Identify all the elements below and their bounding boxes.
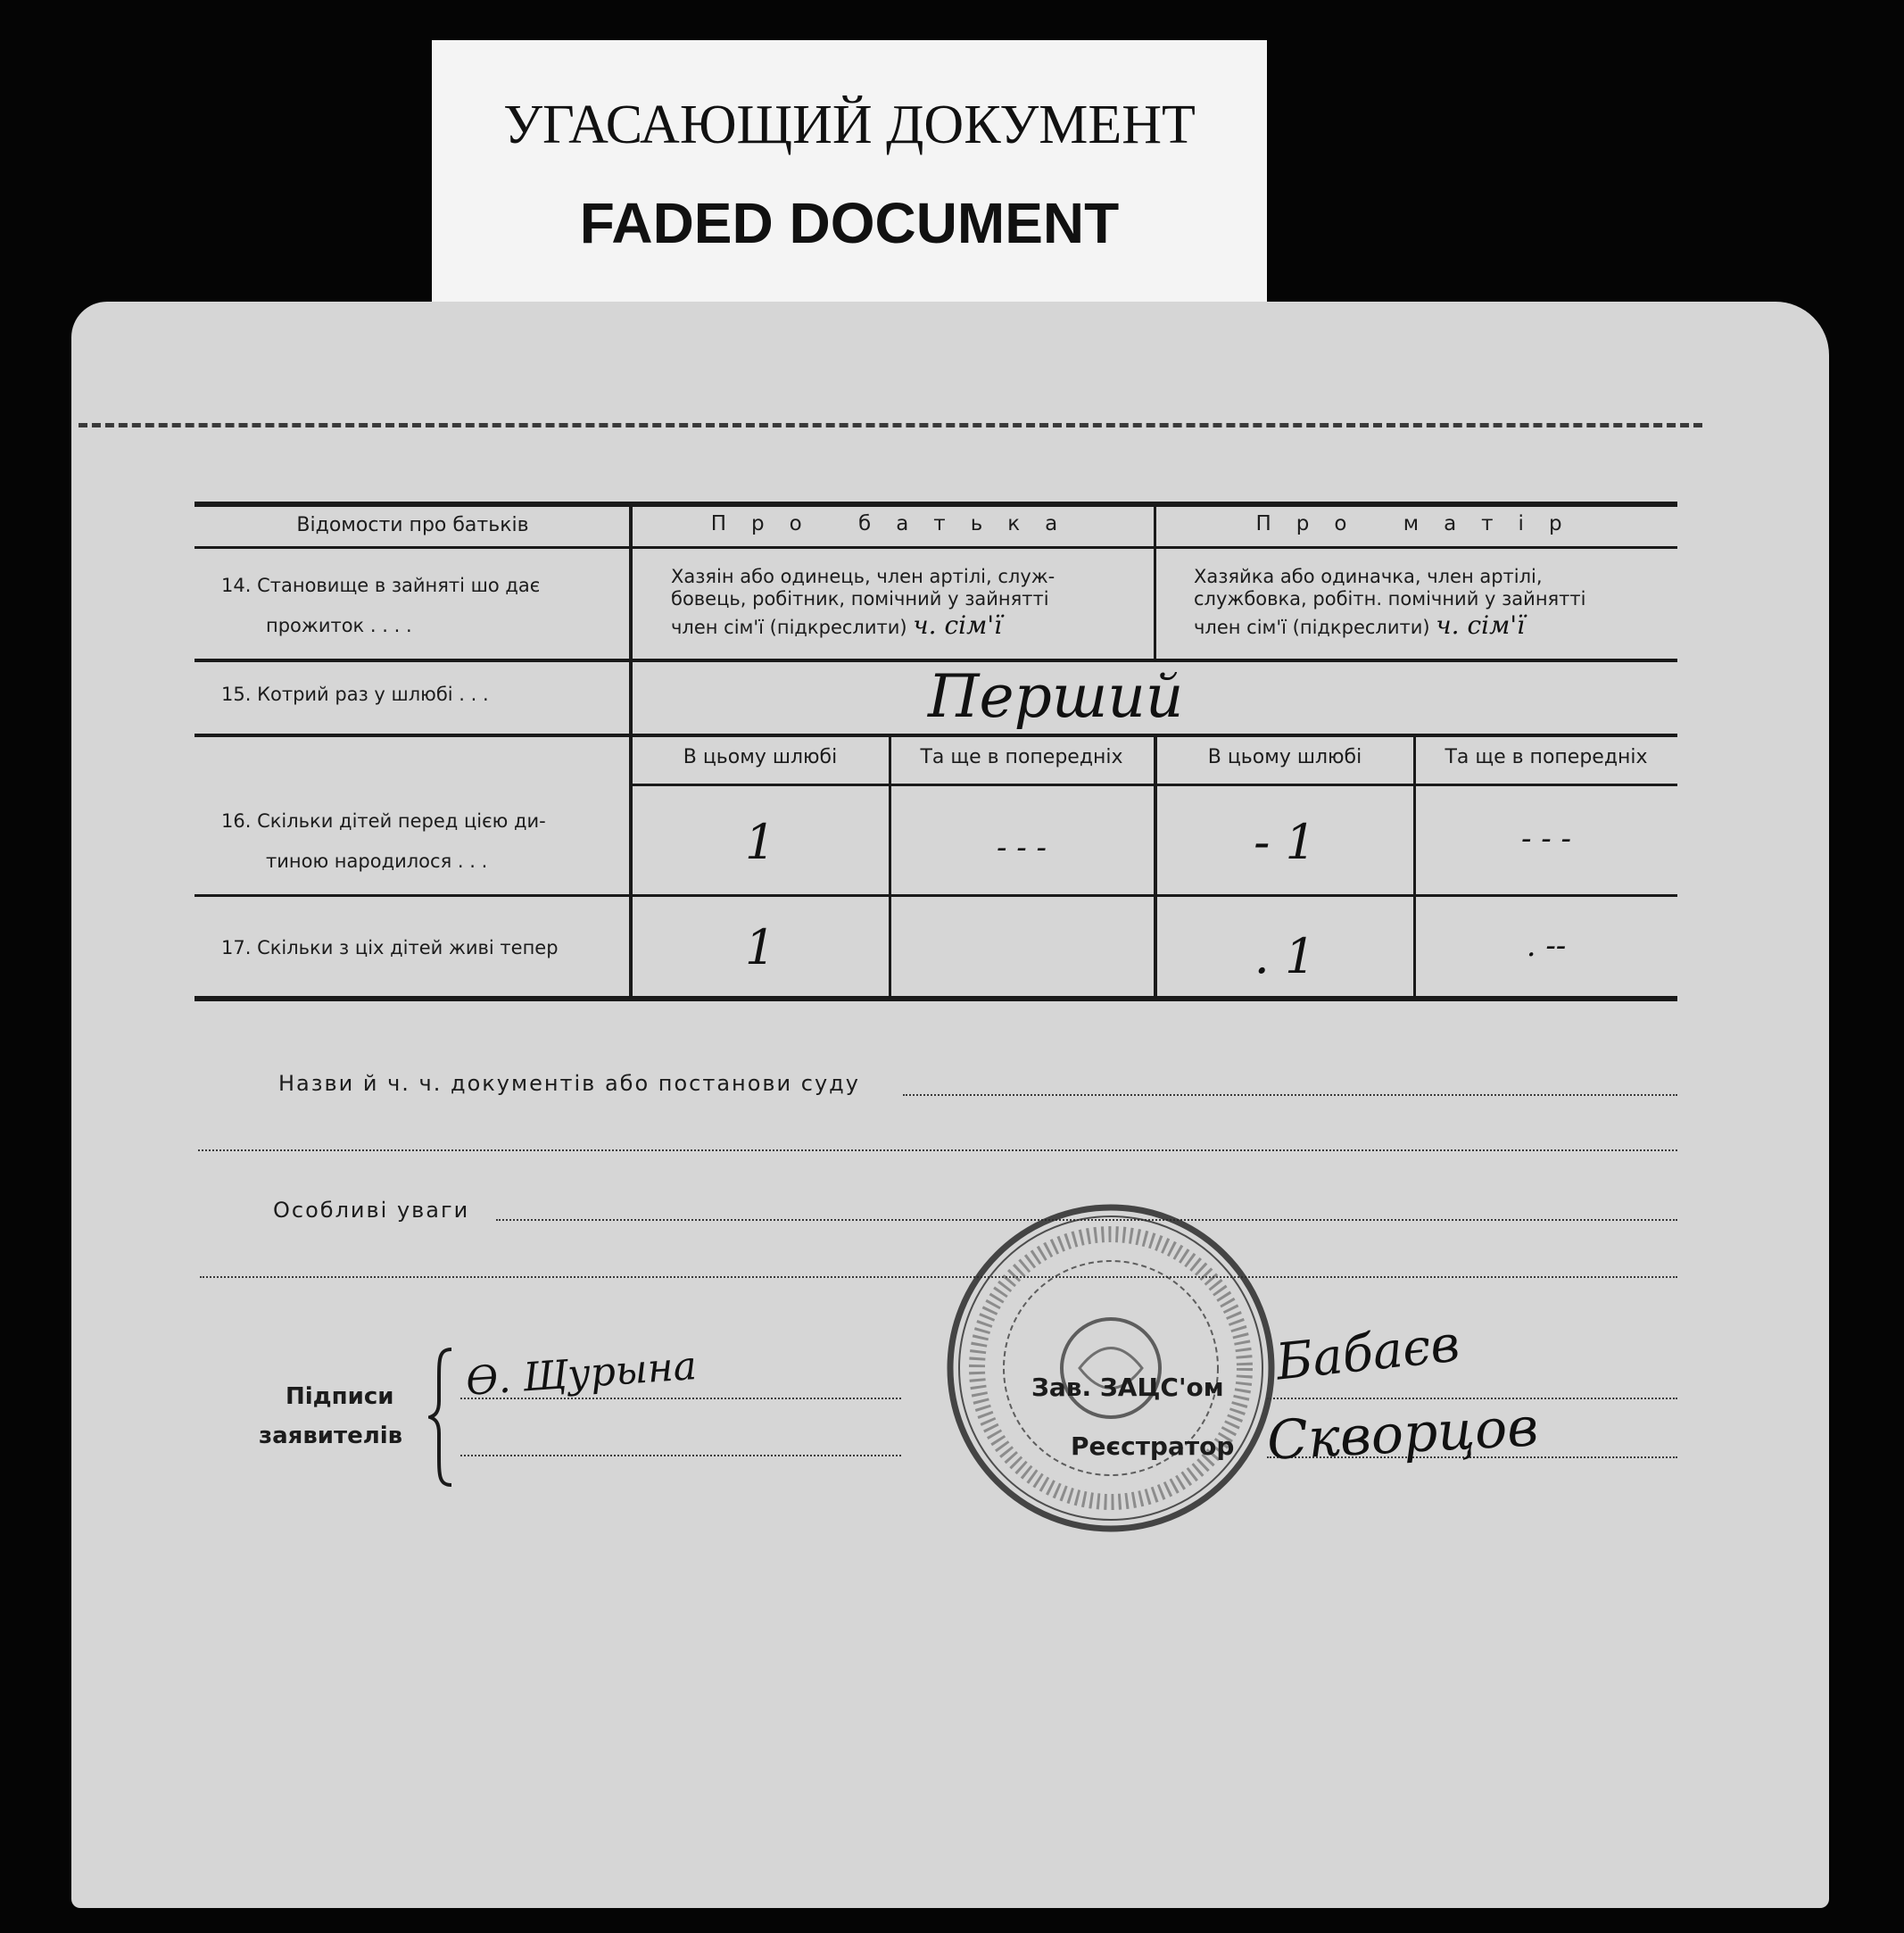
documents-fill-line-2	[198, 1149, 1677, 1151]
documents-label: Назви й ч. ч. документів або постанови суду	[278, 1071, 860, 1096]
documents-fill-line	[903, 1094, 1677, 1096]
applicant-signature: Ө. Щурына	[464, 1343, 699, 1405]
row14-mother-handwritten: ч. сім'ї	[1436, 610, 1525, 641]
signatures-label-1: Підписи	[286, 1383, 394, 1410]
brace-icon	[428, 1346, 455, 1489]
sub-father-this-marriage: В цьому шлюбі	[683, 746, 838, 768]
faded-document-label	[432, 40, 1267, 304]
sub-father-previous: Та ще в попередніх	[920, 746, 1123, 768]
row14-father-line2: бовець, робітник, помічний у зайнятті	[671, 588, 1049, 610]
row16-label	[221, 801, 627, 882]
row14-mother-line2: службовка, робітн. помічний у зайнятті	[1194, 588, 1586, 610]
row15-rule	[195, 734, 1677, 737]
header-parents-info: Відомости про батьків	[296, 514, 529, 536]
sub-mother-previous: Та ще в попередніх	[1445, 746, 1648, 768]
applicant-signature-line-2	[460, 1455, 901, 1456]
row14-mother-line3-text: член сім'ї (підкреслити)	[1194, 617, 1430, 639]
label-english: FADED DOCUMENT	[579, 191, 1120, 255]
head-signature: Бабаєв	[1273, 1315, 1462, 1392]
row14-mother-line3	[1194, 610, 1667, 641]
row17-mother-this: . 1	[1254, 928, 1316, 984]
row16-rule	[195, 894, 1677, 897]
row16-father-previous: - - -	[996, 830, 1047, 866]
registrar-label: Реєстратор	[1071, 1431, 1235, 1461]
row17-mother-previous: . --	[1526, 928, 1567, 964]
table-header-rule	[195, 546, 1677, 549]
perforation-line	[79, 423, 1702, 427]
header-father: Про батька	[710, 512, 1083, 535]
official-seal-icon	[937, 1194, 1285, 1542]
row14-mother-line1: Хазяйка або одиначка, член артілі,	[1194, 566, 1543, 587]
row15-value-handwritten: Перший	[928, 662, 1184, 731]
row16-label-line1: 16. Скільки дітей перед цією ди-	[221, 810, 546, 832]
document-sheet	[71, 302, 1829, 1908]
label-russian: УГАСАЮЩИЙ ДОКУМЕНТ	[503, 95, 1196, 155]
applicant-signature-line	[460, 1398, 901, 1399]
row14-father-line1: Хазяін або одинець, член артілі, служ-	[671, 566, 1055, 587]
col-divider-2-bottom	[1154, 734, 1157, 996]
head-label: Зав. ЗАЦС'ом	[1031, 1373, 1224, 1402]
table-bottom-rule	[195, 996, 1677, 1001]
row14-father-line3-text: член сім'ї (підкреслити)	[671, 617, 907, 639]
row14-father-line3	[671, 610, 1144, 641]
col-divider-1	[629, 507, 633, 996]
row17-father-this: 1	[744, 919, 776, 975]
row14-father-handwritten: ч. сім'ї	[913, 610, 1002, 641]
col-divider-father-sub	[889, 734, 891, 996]
row16-mother-this: - 1	[1254, 814, 1316, 870]
row14-label-line2: прожиток . . . .	[266, 615, 412, 636]
signatures-label-2: заявителів	[259, 1423, 403, 1449]
row15-label: 15. Котрий раз у шлюбі . . .	[221, 684, 489, 705]
notes-label: Особливі уваги	[273, 1198, 470, 1223]
row17-label: 17. Скільки з ціх дітей живі тепер	[221, 937, 559, 958]
row16-mother-previous: - - -	[1520, 821, 1572, 857]
row14-label-line1: 14. Становище в зайняті шо дає	[221, 575, 541, 596]
row16-father-this: 1	[744, 814, 776, 870]
registrar-signature: Скворцов	[1265, 1396, 1540, 1473]
row14-father-options	[671, 566, 1144, 641]
table-top-rule	[195, 502, 1677, 507]
header-mother: Про матір	[1255, 512, 1587, 535]
col-divider-mother-sub	[1413, 734, 1416, 996]
row14-mother-options	[1194, 566, 1667, 641]
row16-label-line2: тиною народилося . . .	[266, 850, 488, 872]
col-divider-2-top	[1154, 507, 1156, 659]
row14-label	[221, 566, 614, 646]
sub-mother-this-marriage: В цьому шлюбі	[1207, 746, 1362, 768]
